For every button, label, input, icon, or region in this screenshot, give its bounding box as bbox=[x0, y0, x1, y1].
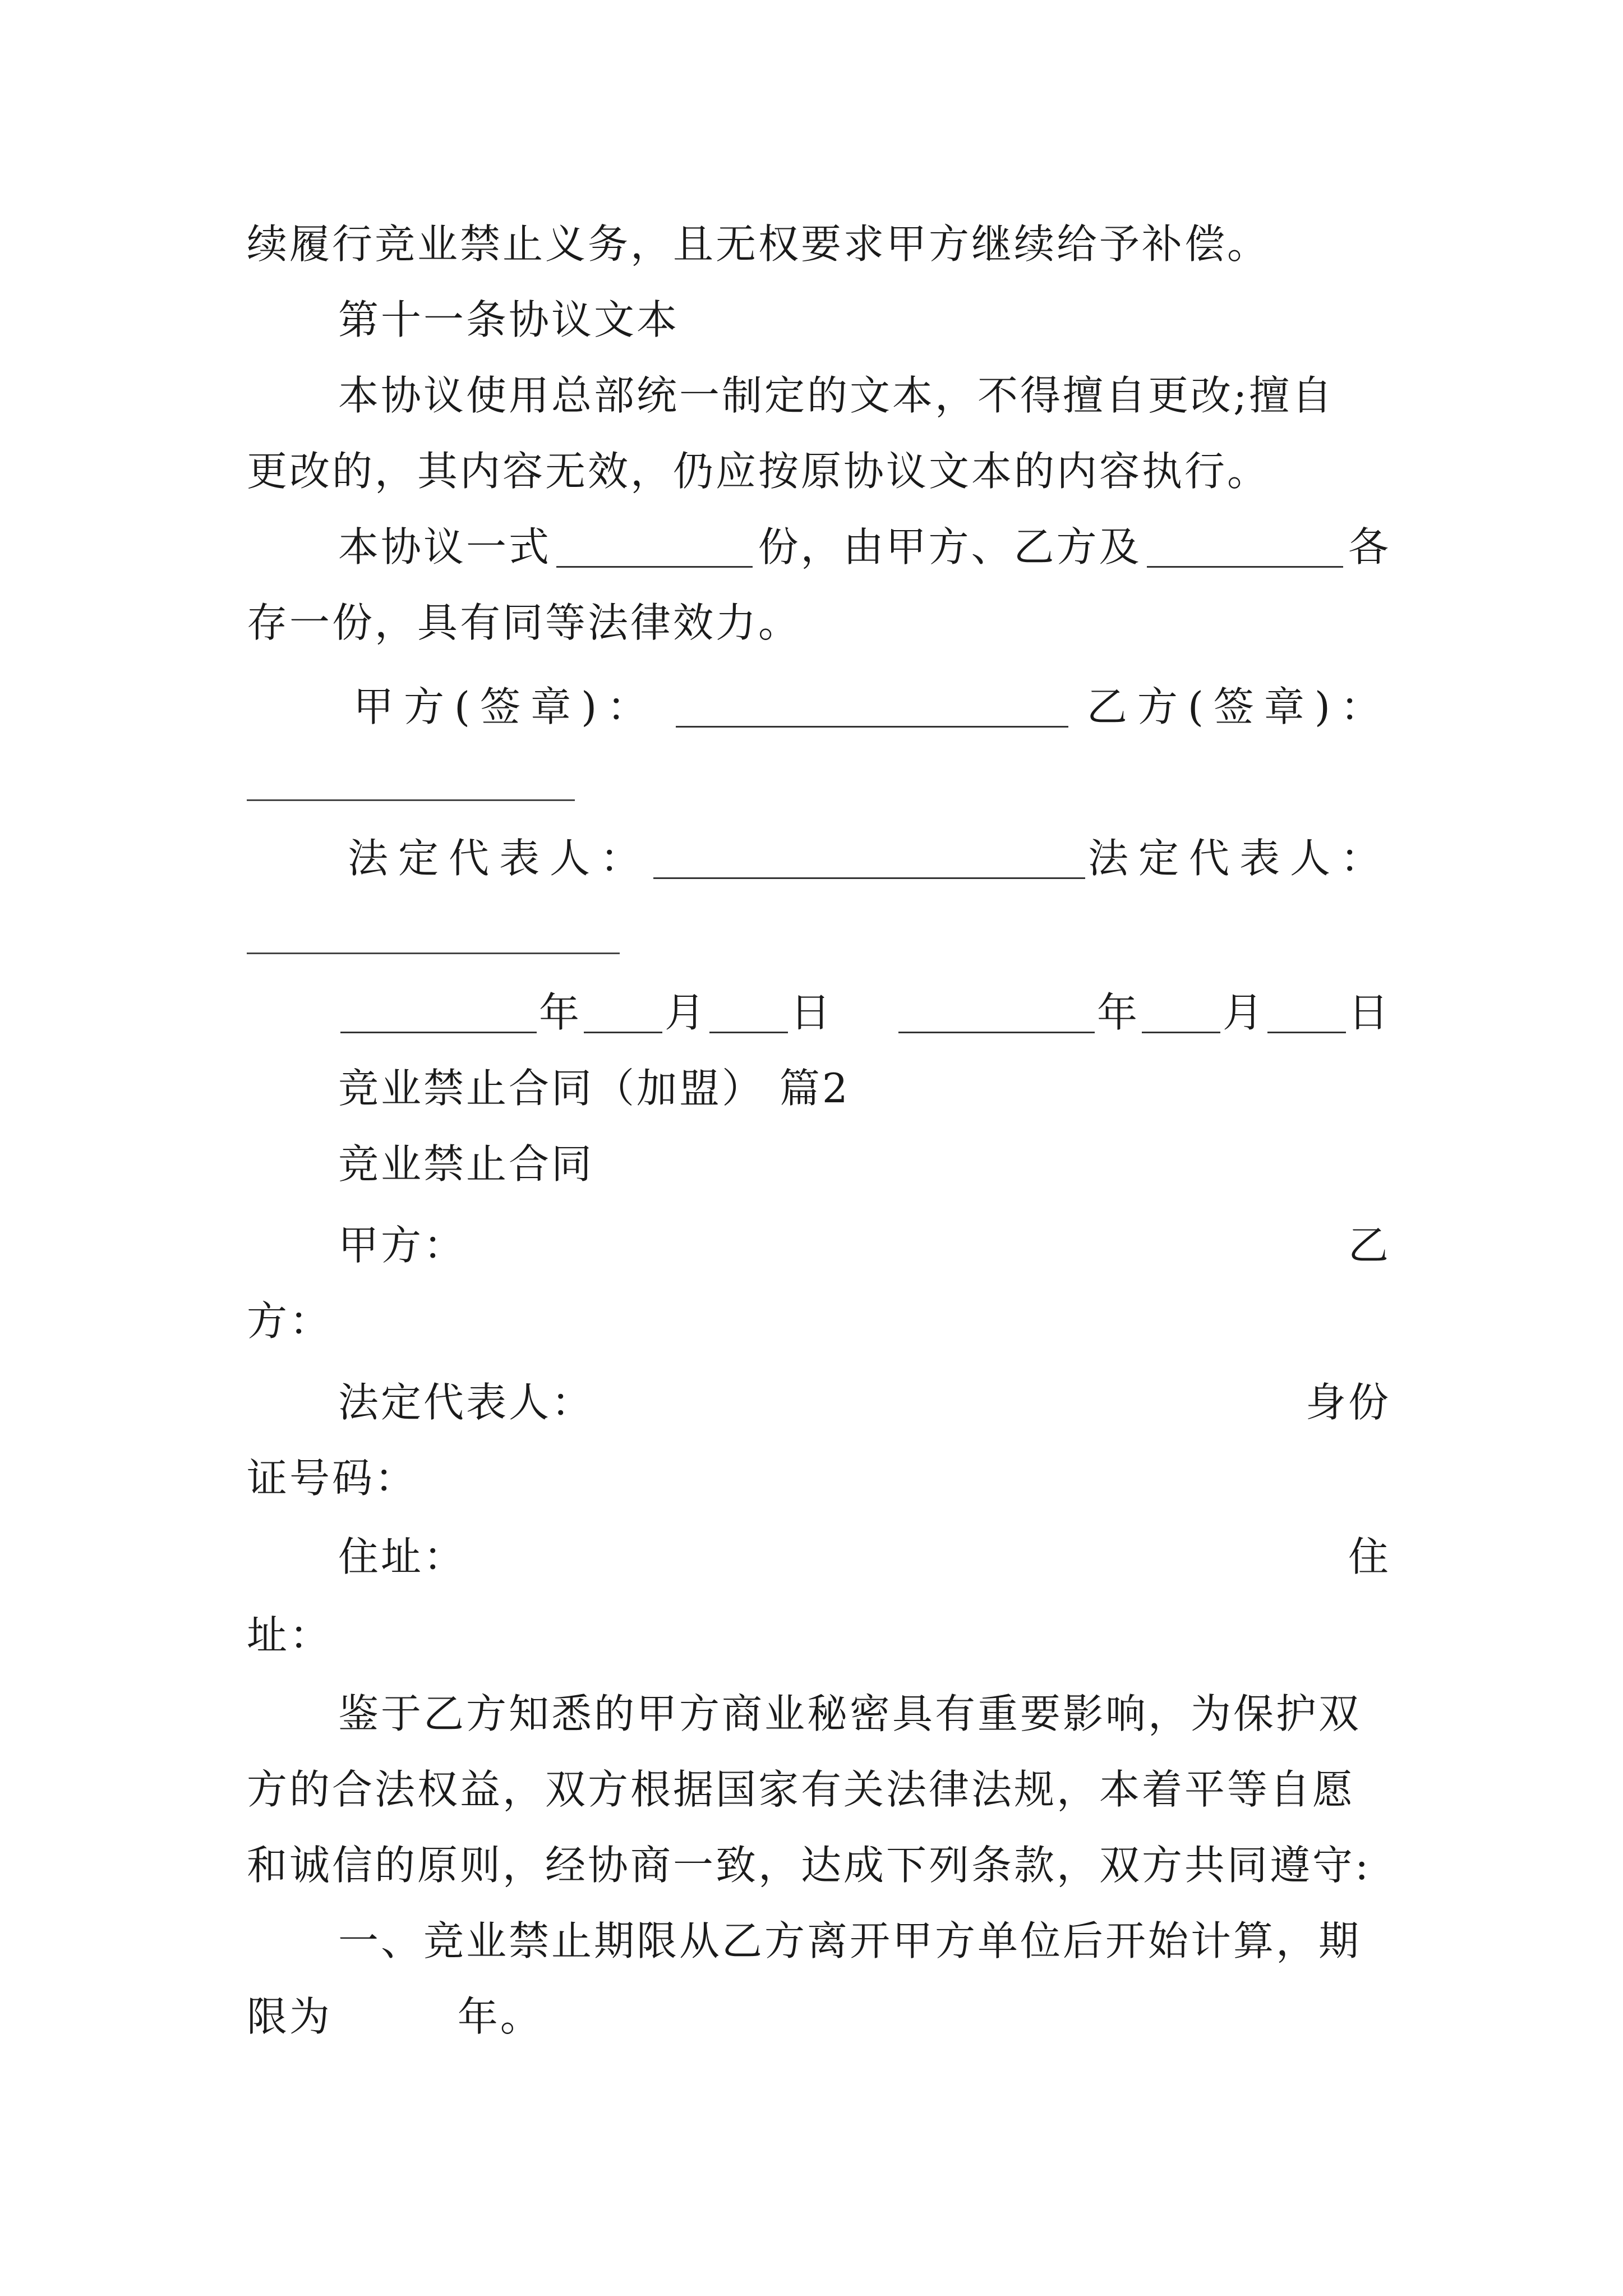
day-label: 日 bbox=[1348, 989, 1391, 1036]
party-a-label: 甲方： bbox=[338, 1222, 467, 1269]
paragraph-line: 鉴于乙方知悉的甲方商业秘密具有重要影响，为保护双 bbox=[338, 1690, 1362, 1737]
party-a-sign-label: 甲方(签章)： bbox=[353, 683, 658, 730]
copies-count-blank bbox=[556, 527, 753, 568]
party-a-rep-blank bbox=[653, 838, 1085, 879]
year-blank bbox=[898, 992, 1095, 1033]
section-heading: 竞业禁止合同（加盟） 篇2 bbox=[338, 1065, 850, 1112]
paragraph-line: 续履行竞业禁止义务，且无权要求甲方继续给予补偿。 bbox=[247, 220, 1270, 268]
party-b-label: 乙 bbox=[1348, 1222, 1391, 1269]
month-blank bbox=[1142, 992, 1220, 1033]
day-blank bbox=[1267, 992, 1346, 1033]
copies-party-blank bbox=[1147, 527, 1343, 568]
paragraph-line: 方的合法权益，双方根据国家有关法律法规，本着平等自愿 bbox=[247, 1766, 1355, 1813]
term-suffix: 年。 bbox=[457, 1993, 543, 2040]
party-b-rep-blank bbox=[247, 953, 620, 954]
party-a-sign-blank bbox=[676, 687, 1068, 728]
paragraph-line: 存一份，具有同等法律效力。 bbox=[247, 599, 801, 646]
contract-title: 竞业禁止合同 bbox=[338, 1140, 594, 1188]
article-heading: 第十一条协议文本 bbox=[338, 296, 680, 343]
party-b-sign-label: 乙方(签章)： bbox=[1086, 683, 1391, 730]
id-label: 身份 bbox=[1305, 1379, 1391, 1426]
representative-line bbox=[348, 825, 1391, 892]
party-a-date bbox=[338, 979, 833, 1046]
day-label: 日 bbox=[790, 989, 833, 1036]
paragraph-line: 更改的，其内容无效，仍应按原协议文本的内容执行。 bbox=[247, 448, 1270, 495]
term-line bbox=[247, 1983, 1391, 2050]
paragraph-line: 一、竞业禁止期限从乙方离开甲方单位后开始计算，期 bbox=[338, 1917, 1362, 1964]
year-blank bbox=[340, 992, 537, 1033]
copies-suffix: 各 bbox=[1348, 523, 1391, 570]
copies-clause-line bbox=[338, 513, 1391, 581]
id-label-wrap: 证号码： bbox=[247, 1455, 418, 1502]
address-label-wrap: 址： bbox=[247, 1612, 333, 1659]
month-label: 月 bbox=[1222, 989, 1265, 1036]
year-label: 年 bbox=[1096, 989, 1140, 1036]
party-a-address-label: 住址： bbox=[338, 1533, 467, 1580]
copies-prefix: 本协议一式 bbox=[338, 523, 552, 570]
month-label: 月 bbox=[665, 989, 708, 1036]
representative-label: 法定代表人： bbox=[338, 1379, 594, 1426]
party-b-label-wrap: 方： bbox=[247, 1297, 333, 1345]
term-prefix: 限为 bbox=[247, 1993, 333, 2040]
party-b-rep-label: 法定代表人： bbox=[1087, 835, 1391, 882]
party-a-rep-label: 法定代表人： bbox=[348, 835, 651, 882]
party-b-address-label: 住 bbox=[1348, 1533, 1391, 1580]
address-line bbox=[338, 1523, 1391, 1590]
month-blank bbox=[584, 992, 662, 1033]
party-b-date bbox=[896, 979, 1391, 1046]
year-label: 年 bbox=[539, 989, 582, 1036]
representative-id-line bbox=[338, 1369, 1391, 1436]
paragraph-line: 和诚信的原则，经协商一致，达成下列条款，双方共同遵守: bbox=[247, 1842, 1371, 1889]
party-line bbox=[338, 1212, 1391, 1279]
copies-middle: 份，由甲方、乙方及 bbox=[758, 523, 1142, 570]
day-blank bbox=[709, 992, 788, 1033]
signature-line bbox=[353, 673, 1391, 740]
date-line bbox=[338, 979, 1391, 1046]
paragraph-line: 本协议使用总部统一制定的文本，不得擅自更改;擅自 bbox=[338, 372, 1335, 419]
party-b-sign-blank bbox=[247, 799, 575, 801]
